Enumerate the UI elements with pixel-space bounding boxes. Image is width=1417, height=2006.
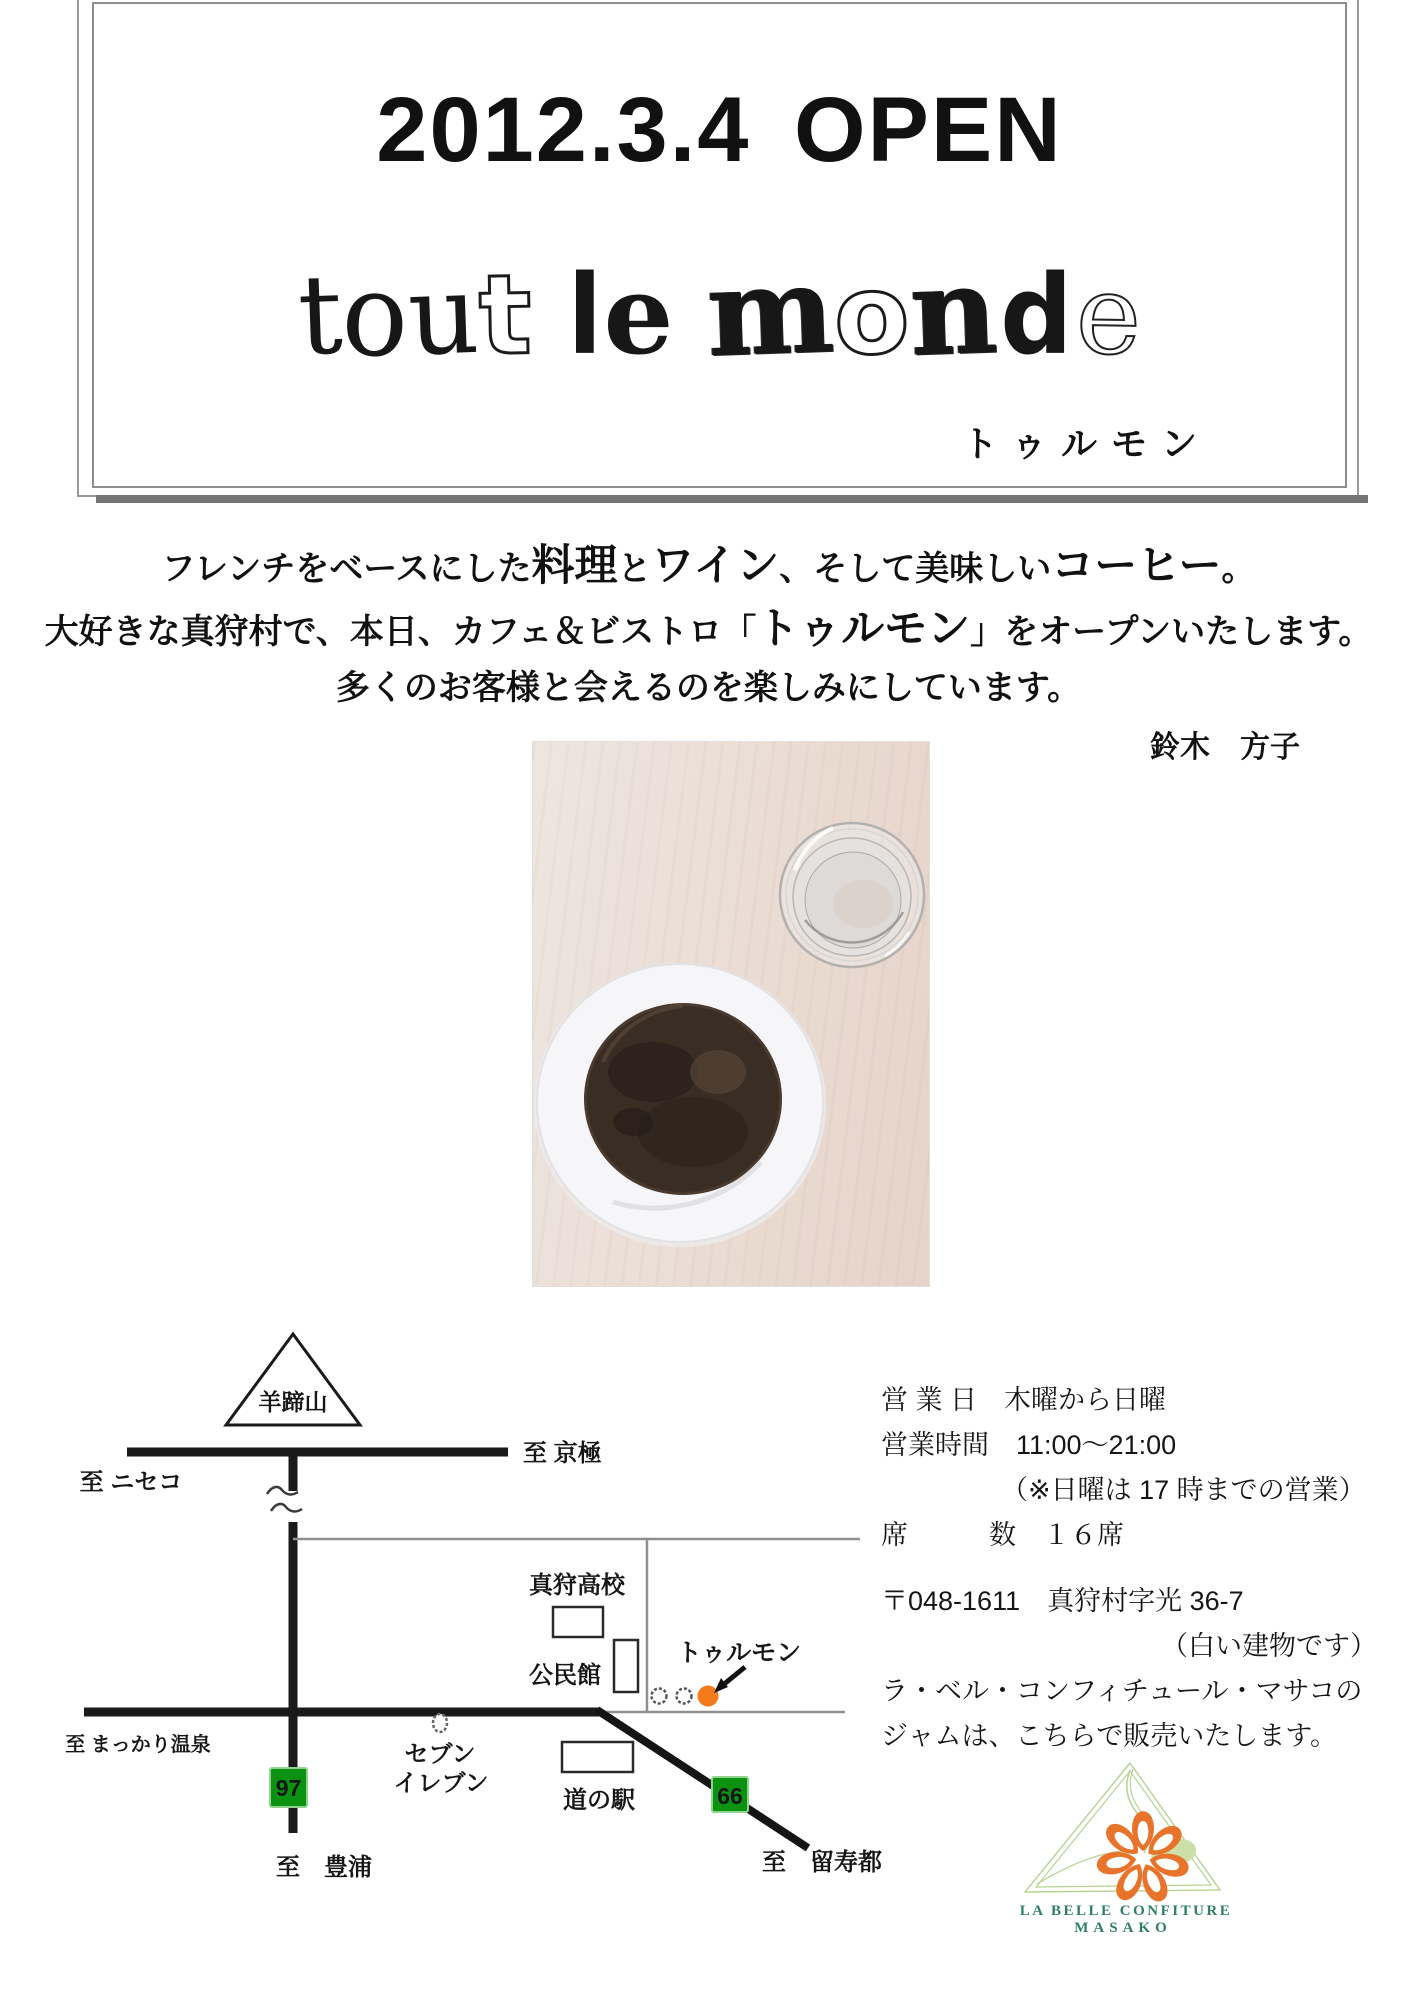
- la-belle-confiture-logo: [1005, 1752, 1245, 1972]
- logo-text-line1: LA BELLE CONFITURE: [1019, 1903, 1233, 1919]
- intro-text-emphasis: 料理: [531, 542, 618, 590]
- map-label-michi-no-eki: 道の駅: [563, 1787, 635, 1814]
- info-jam-line-1: ラ・ベル・コンフィチュール・マサコの: [881, 1676, 1363, 1706]
- map-label-to-rusutsu: 至 留寿都: [762, 1849, 882, 1876]
- info-building-note: （白い建物です）: [1161, 1631, 1377, 1661]
- brand-letter: e: [603, 250, 674, 379]
- business-info: [881, 1378, 1377, 1759]
- info-address: 〒048-1611 真狩村字光 36-7: [881, 1586, 1244, 1616]
- map-label-to-niseko: 至 ニセコ: [79, 1469, 183, 1496]
- map-label-high-school: 真狩高校: [529, 1572, 625, 1599]
- open-date-title: 2012.3.4 OPEN: [376, 79, 1063, 181]
- brand-logo-toutlemonde: [94, 238, 1345, 385]
- shop-arrow-shaft: [723, 1667, 745, 1685]
- intro-line-2: [0, 603, 1417, 658]
- shop-location-dot-icon: [698, 1686, 719, 1707]
- map-label-to-kyogoku: 至 京極: [523, 1440, 602, 1467]
- brand-letter: n: [907, 239, 1000, 384]
- map-label-seven: セブン: [404, 1741, 476, 1768]
- intro-text: 」をオープンいたします。: [970, 613, 1373, 651]
- brand-letter: t: [295, 250, 345, 380]
- route-badge-97: [270, 1768, 307, 1807]
- high-school-building-icon: [553, 1607, 603, 1637]
- water-glass-icon: [780, 823, 924, 967]
- map-label-mountain: 羊蹄山: [258, 1389, 328, 1415]
- brand-letter: e: [1074, 250, 1143, 380]
- info-sunday-note: （※日曜は 17 時までの営業）: [1001, 1475, 1366, 1505]
- seven-eleven-marker-icon: [433, 1714, 447, 1732]
- intro-text: と: [617, 550, 652, 588]
- neighbor-dot-icon: [677, 1689, 692, 1704]
- coffee-bowl-icon: [534, 963, 826, 1247]
- michi-no-eki-building-icon: [562, 1742, 633, 1772]
- brand-letter: m: [705, 238, 837, 385]
- coffee-photo: [533, 742, 929, 1286]
- map-label-to-toyoura: 至 豊浦: [276, 1854, 372, 1881]
- brand-letter: l: [567, 251, 602, 379]
- header-frame-shadow: [96, 495, 1368, 503]
- map-label-shop: トゥルモン: [676, 1639, 802, 1667]
- intro-text-emphasis: トゥルモン: [756, 605, 971, 653]
- brand-letter: u: [406, 249, 482, 381]
- logo-text-line2: MASAKO: [1074, 1920, 1172, 1936]
- map-label-to-makkari-onsen: 至 まっかり温泉: [65, 1734, 211, 1756]
- brand-letter: t: [478, 250, 533, 380]
- brand-letter: d: [1000, 251, 1073, 379]
- community-hall-building-icon: [614, 1640, 638, 1692]
- info-jam-line-2: ジャムは、こちらで販売いたします。: [881, 1721, 1338, 1751]
- intro-text: 、そして美味しい: [779, 550, 1052, 588]
- info-business-days: 営 業 日 木曜から日曜: [881, 1385, 1167, 1415]
- map-label-eleven: イレブン: [393, 1770, 489, 1797]
- route-badge-66-number: 66: [717, 1783, 743, 1809]
- brand-letter: o: [339, 246, 411, 384]
- info-seats: 席 数 １６席: [881, 1520, 1124, 1550]
- header-frame: [92, 2, 1347, 488]
- intro-line-1: [0, 541, 1417, 594]
- brand-letter: o: [833, 250, 912, 380]
- road-break-squiggle: [271, 1504, 302, 1512]
- map-label-community-hall: 公民館: [529, 1662, 601, 1689]
- intro-text-emphasis: ワイン: [651, 542, 780, 590]
- signature-name: 鈴木 方子: [1150, 731, 1300, 764]
- intro-text: 大好きな真狩村で、本日、カフェ＆ビストロ「: [44, 613, 757, 651]
- intro-line-3: 多くのお客様と会えるのを楽しみにしています。: [335, 669, 1082, 707]
- route-badge-66: [712, 1777, 748, 1812]
- intro-text-emphasis: コーヒー: [1051, 542, 1222, 590]
- brand-katakana: トゥルモン: [961, 423, 1211, 464]
- intro-text: フレンチをベースにした: [161, 550, 532, 588]
- route-badge-97-number: 97: [275, 1775, 302, 1801]
- access-map: [55, 1330, 915, 1890]
- road-diagonal: [597, 1710, 808, 1848]
- intro-text: 。: [1221, 550, 1256, 588]
- neighbor-dot-icon: [652, 1689, 667, 1704]
- coffee-photo-drawing: [533, 742, 929, 1286]
- info-business-hours: 営業時間 11:00〜21:00: [881, 1430, 1177, 1460]
